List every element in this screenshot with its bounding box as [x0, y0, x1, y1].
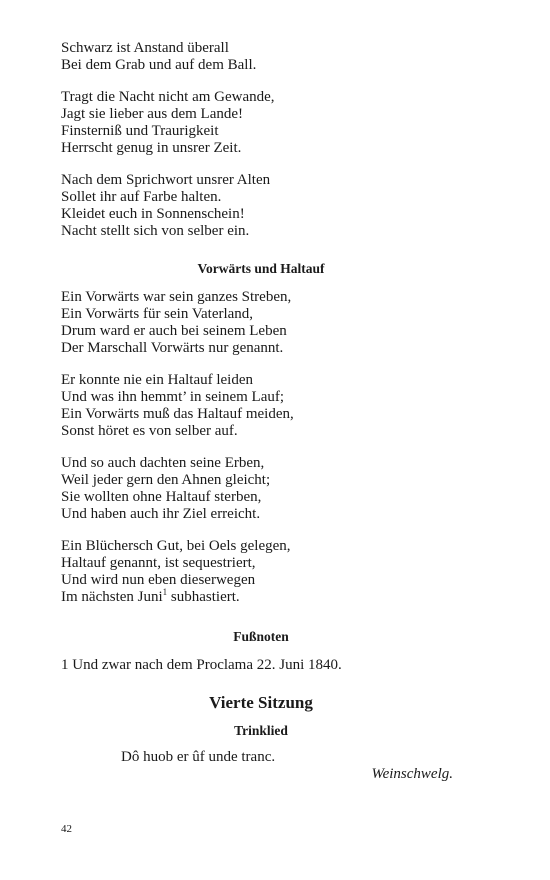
- verse-line: Ein Vorwärts muß das Haltauf meiden,: [61, 406, 294, 422]
- footnotes-title: Fußnoten: [233, 629, 289, 644]
- stanza: [61, 455, 461, 523]
- verse-line: Haltauf genannt, ist sequestriert,: [61, 555, 256, 571]
- verse-line: Und so auch dachten seine Erben,: [61, 455, 265, 471]
- verse-line: Er konnte nie ein Haltauf leiden: [61, 372, 254, 388]
- verse-line: Nach dem Sprichwort unsrer Alten: [61, 172, 271, 188]
- stanza: [61, 289, 461, 357]
- verse-line: Sie wollten ohne Haltauf sterben,: [61, 489, 262, 505]
- page-number: 42: [61, 823, 72, 835]
- verse-line: Nacht stellt sich von selber ein.: [61, 223, 250, 239]
- verse-line: Bei dem Grab und auf dem Ball.: [61, 57, 257, 73]
- verse-line: Jagt sie lieber aus dem Lande!: [61, 106, 244, 122]
- verse-line: Und wird nun eben dieserwegen: [61, 572, 256, 588]
- chapter-title: Vierte Sitzung: [209, 693, 313, 712]
- verse-line: Tragt die Nacht nicht am Gewande,: [61, 89, 275, 105]
- footnotes-section: [61, 628, 461, 674]
- motto: Dô huob er ûf unde tranc.: [121, 749, 276, 765]
- page-body: [61, 40, 461, 783]
- stanza: [61, 372, 461, 440]
- verse-line: Ein Vorwärts für sein Vaterland,: [61, 306, 254, 322]
- verse-line: Weil jeder gern den Ahnen gleicht;: [61, 472, 271, 488]
- poem-title: Vorwärts und Haltauf: [197, 261, 325, 276]
- verse-line: Herrscht genug in unsrer Zeit.: [61, 140, 242, 156]
- verse-line: Und was ihn hemmt’ in seinem Lauf;: [61, 389, 285, 405]
- stanza: [61, 89, 461, 157]
- verse-line: Und haben auch ihr Ziel erreicht.: [61, 506, 261, 522]
- verse-text: subhastiert.: [167, 589, 240, 605]
- verse-line-with-footnote: [61, 589, 461, 606]
- verse-line: Ein Vorwärts war sein ganzes Streben,: [61, 289, 292, 305]
- chapter-section: [61, 693, 461, 783]
- verse-line: Kleidet euch in Sonnenschein!: [61, 206, 245, 222]
- stanza: [61, 40, 461, 74]
- poem-1: [61, 40, 461, 240]
- footnote-reference[interactable]: 1: [162, 587, 168, 597]
- verse-line: Der Marschall Vorwärts nur genannt.: [61, 340, 284, 356]
- motto-attribution: Weinschwelg.: [371, 766, 453, 782]
- verse-line: Ein Blüchersch Gut, bei Oels gelegen,: [61, 538, 291, 554]
- verse-line: Drum ward er auch bei seinem Leben: [61, 323, 287, 339]
- stanza: [61, 538, 461, 606]
- poem-2: [61, 260, 461, 606]
- verse-text: Im nächsten Juni: [61, 589, 163, 605]
- verse-line: Sollet ihr auf Farbe halten.: [61, 189, 222, 205]
- stanza: [61, 172, 461, 240]
- verse-line: Sonst höret es von selber auf.: [61, 423, 238, 439]
- verse-line: Schwarz ist Anstand überall: [61, 40, 229, 56]
- poem-title: Trinklied: [234, 723, 288, 738]
- footnote-item: 1 Und zwar nach dem Proclama 22. Juni 1840.: [61, 657, 342, 673]
- verse-line: Finsterniß und Traurigkeit: [61, 123, 219, 139]
